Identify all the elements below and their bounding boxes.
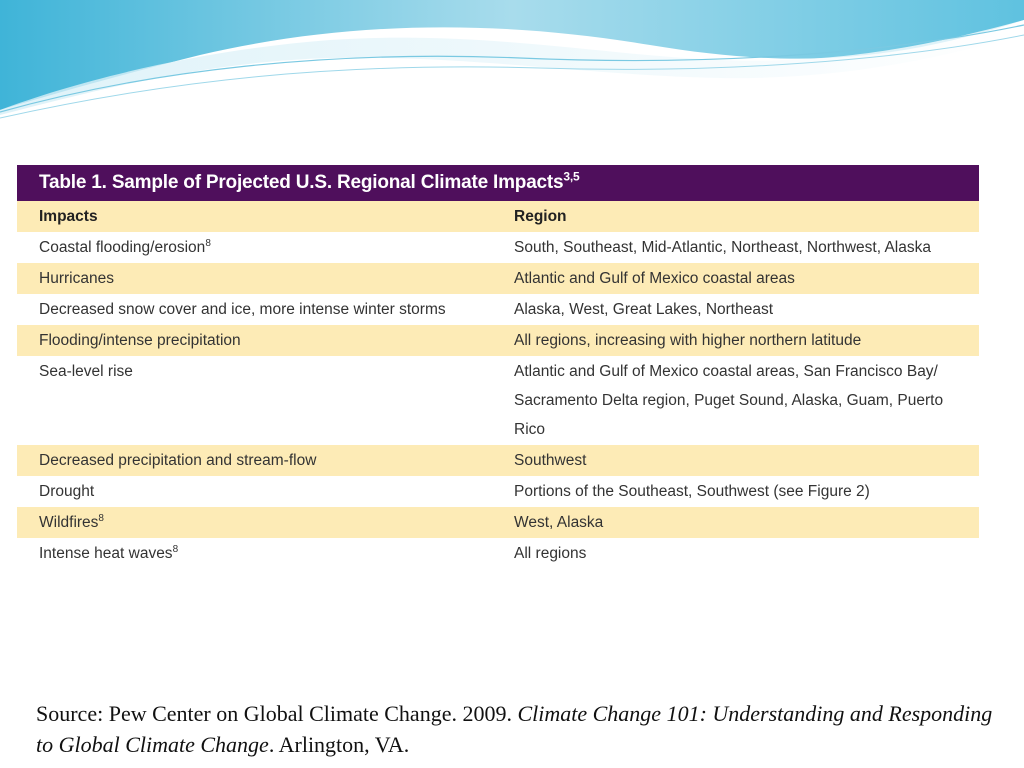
region-cell: Atlantic and Gulf of Mexico coastal areas, San Francisco Bay/ Sacramento Delta region, Puget Sound, Alaska, Guam, Puerto Rico [514,363,944,438]
table-row [17,356,979,445]
impact-text: Hurricanes [39,270,114,287]
impact-cell [17,263,492,294]
impact-cell [17,232,492,263]
table-title-superscript: 3,5 [563,169,580,184]
region-cell: Atlantic and Gulf of Mexico coastal areas [492,263,979,294]
table-row [17,445,979,476]
impact-cell [17,294,492,325]
citation-prefix: Source: Pew Center on Global Climate Change. 2009. [36,701,518,726]
region-cell: All regions [514,545,587,562]
table-row [17,507,979,538]
table-row [17,325,979,356]
table-row [17,538,979,569]
impact-text: Coastal flooding/erosion [39,239,206,256]
region-cell: All regions, increasing with higher northern latitude [492,325,979,356]
impact-text: Sea-level rise [39,363,133,380]
citation-title: Climate Change 101: Understanding and Responding to Global Climate Change [36,701,993,757]
header-wave-decoration [0,0,1024,130]
column-header-region: Region [492,201,979,232]
footnote-ref: 8 [205,237,211,249]
impact-cell [17,476,492,507]
region-cell: South, Southeast, Mid-Atlantic, Northeast, Northwest, Alaska [514,239,931,256]
impact-cell [17,538,492,569]
table-row [17,294,979,325]
region-cell: Southwest [492,445,979,476]
impact-cell [17,356,492,445]
region-cell: West, Alaska [492,507,979,538]
table-row [17,232,979,263]
region-cell: Portions of the Southeast, Southwest (see Figure 2) [514,483,870,500]
impact-text: Decreased precipitation and stream-flow [39,452,317,469]
table-title-text: Table 1. Sample of Projected U.S. Regional Climate Impacts [39,172,564,193]
table-header-row [17,201,979,232]
column-header-impacts: Impacts [17,201,492,232]
source-citation [36,698,996,760]
impact-text: Wildfires [39,514,99,531]
climate-impacts-table [17,165,979,569]
table-row [17,263,979,294]
impact-cell [17,445,492,476]
region-cell: Alaska, West, Great Lakes, Northeast [514,301,774,318]
citation-suffix: . Arlington, VA. [268,732,410,757]
table-title [17,165,979,201]
table-row [17,476,979,507]
impact-text: Drought [39,483,95,500]
footnote-ref: 8 [172,543,179,555]
impact-text: Decreased snow cover and ice, more intense winter storms [39,301,446,318]
footnote-ref: 8 [98,512,104,524]
impact-cell [17,325,492,356]
impact-text: Flooding/intense precipitation [39,332,241,349]
impact-text: Intense heat waves [39,545,173,562]
impact-cell [17,507,492,538]
